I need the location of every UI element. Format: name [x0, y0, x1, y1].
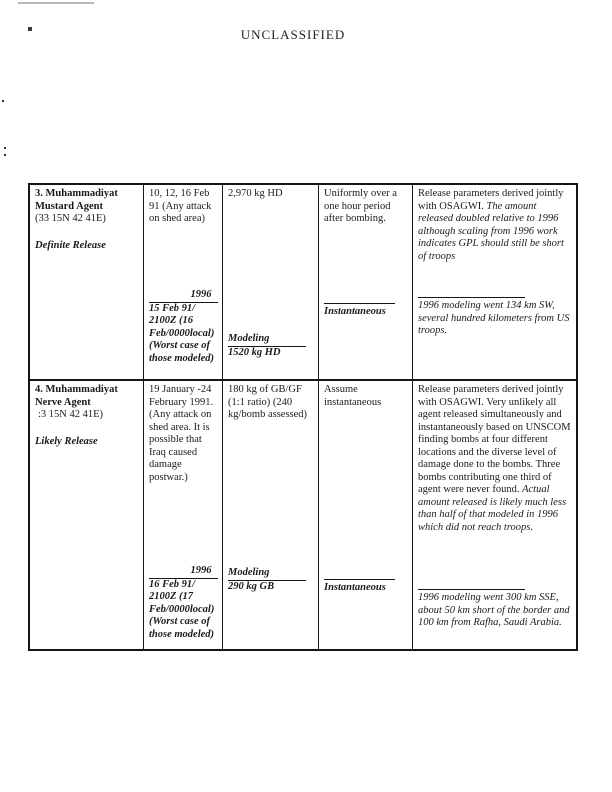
site-title: 4. Muhammadiyat Nerve Agent [35, 384, 118, 408]
modeled-remarks-block [418, 297, 571, 338]
site-coordinates: :3 15N 42 41E) [38, 409, 104, 420]
cell-attack-dates [143, 381, 222, 649]
divider-line [324, 579, 395, 580]
attack-dates: 19 January -24 February 1991. (Any attack on shed area. It is possible that Iraq caused damage postwar.) [149, 384, 214, 483]
cell-remarks [412, 185, 576, 379]
modeled-remarks: 1996 modeling went 134 km SW, several hundred kilometers from US troops. [418, 300, 570, 336]
remarks-text [418, 384, 571, 534]
modeled-duration-block [324, 579, 407, 595]
duration-initial: Uniformly over a one hour period after bombing. [324, 188, 397, 224]
amount-initial: 180 kg of GB/GF (1:1 ratio) (240 kg/bomb assessed) [228, 384, 308, 420]
release-type: Likely Release [35, 435, 98, 447]
site-title: 3. Muhammadiyat Mustard Agent [35, 188, 118, 212]
modeled-duration-block [324, 303, 407, 319]
scan-artifact [18, 2, 94, 4]
year-label: 1996 [149, 289, 218, 303]
release-parameters-table [28, 183, 578, 651]
release-type: Definite Release [35, 239, 106, 251]
site-coordinates: (33 15N 42 41E) [35, 213, 106, 224]
modeling-amount-block [228, 567, 313, 593]
modeled-amount: 290 kg GB [228, 580, 275, 592]
remarks-lead-italic: The amount released doubled relative to 1996 although scaling from 1996 work indicates GPL should still be short of troops [418, 200, 564, 262]
cell-amount [222, 381, 318, 649]
scan-artifact [4, 147, 6, 149]
modeled-dates: 16 Feb 91/ 2100Z (17 Feb/0000local) (Worst case of those modeled) [149, 578, 215, 640]
divider-line [418, 297, 525, 298]
cell-site [30, 381, 143, 649]
modeled-amount: 1520 kg HD [228, 346, 281, 358]
table-row [30, 381, 576, 649]
modeled-dates-block [149, 565, 217, 641]
modeling-label: Modeling [228, 567, 306, 581]
cell-remarks [412, 381, 576, 649]
remarks-lead: Release parameters derived jointly with OSAGWI. [418, 188, 564, 212]
divider-line [418, 589, 525, 590]
remarks-lead-italic: Actual amount released is likely much less than half of that modeled in 1996 which did not reach troops. [418, 484, 567, 533]
modeling-label: Modeling [228, 333, 306, 347]
modeled-remarks-block [418, 589, 571, 630]
year-label: 1996 [149, 565, 218, 579]
modeled-remarks: 1996 modeling went 300 km SSE, about 50 km short of the border and 100 km from Rafha, Saudi Arabia. [418, 592, 570, 628]
modeling-amount-block [228, 333, 313, 359]
modeled-dates: 15 Feb 91/ 2100Z (16 Feb/0000local) (Worst case of those modeled) [149, 302, 215, 364]
duration-initial: Assume instantaneous [324, 384, 382, 408]
cell-site [30, 185, 143, 379]
remarks-text [418, 188, 571, 263]
modeled-duration: Instantaneous [324, 582, 386, 593]
amount-initial: 2,970 kg HD [228, 188, 283, 199]
table-row [30, 185, 576, 381]
modeled-duration: Instantaneous [324, 306, 386, 317]
attack-dates: 10, 12, 16 Feb 91 (Any attack on shed area) [149, 188, 212, 224]
modeled-dates-block [149, 289, 217, 365]
remarks-lead: Release parameters derived jointly with OSAGWI. Very unlikely all agent released simultaneously and instantaneously based on UNSCOM finding bombs at four different locations and the diverse level of damage done to the bombs. Three bombs contributing one third of agent were never found. [418, 384, 571, 495]
cell-duration [318, 381, 412, 649]
cell-amount [222, 185, 318, 379]
scan-artifact [4, 154, 6, 156]
cell-duration [318, 185, 412, 379]
divider-line [324, 303, 395, 304]
scan-artifact [2, 100, 4, 102]
classification-header: UNCLASSIFIED [240, 27, 346, 42]
cell-attack-dates [143, 185, 222, 379]
